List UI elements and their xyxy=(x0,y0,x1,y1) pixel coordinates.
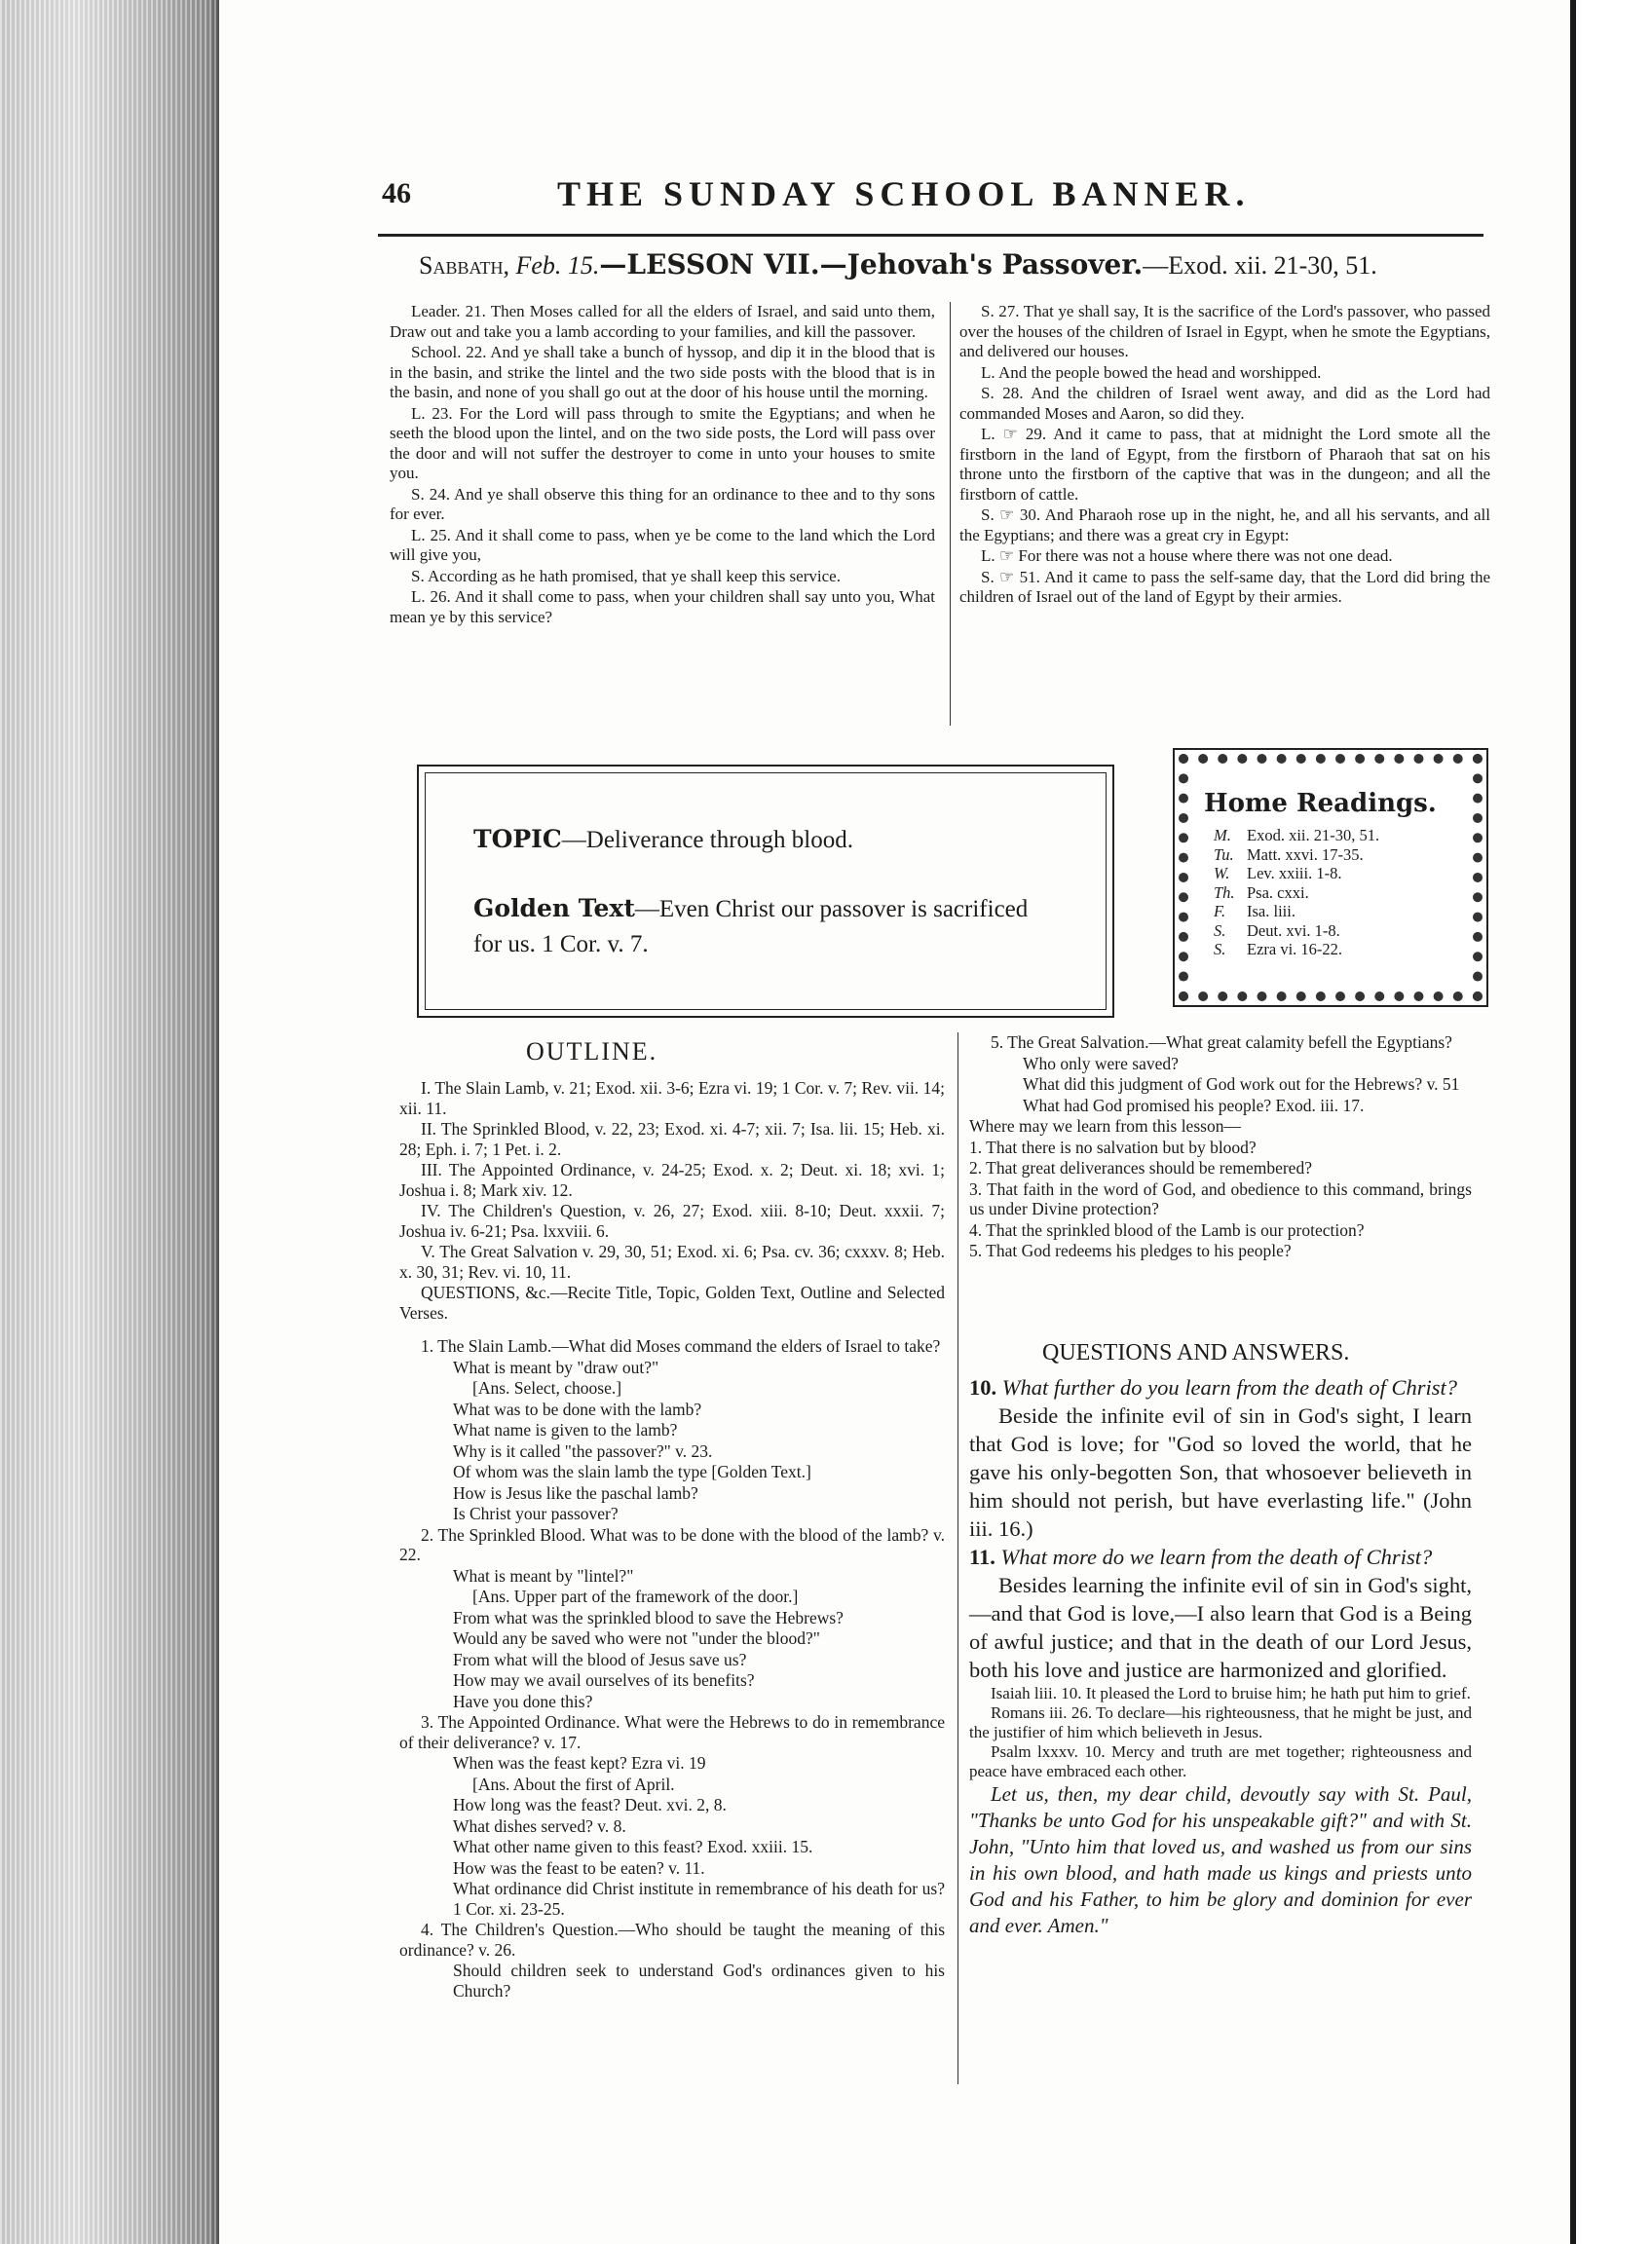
lesson-date: Feb. 15. xyxy=(515,251,600,280)
reading-day: Th. xyxy=(1214,882,1235,902)
home-reading-item xyxy=(1214,940,1379,959)
reading-day: Tu. xyxy=(1214,844,1234,864)
reading-reference: Ezra vi. 16-22. xyxy=(1247,940,1343,958)
question-line: [Ans. Select, choose.] xyxy=(472,1378,622,1398)
topic xyxy=(473,825,853,854)
column-divider xyxy=(950,302,951,726)
questions-left xyxy=(399,1336,945,2001)
lesson-title: —LESSON VII.—Jehovah's Passover. xyxy=(599,248,1144,280)
qa-title: QUESTIONS AND ANSWERS. xyxy=(1042,1340,1350,1365)
topic-text: —Deliverance through blood. xyxy=(561,827,853,853)
question-line: From what was the sprinkled blood to save the Hebrews? xyxy=(453,1607,844,1627)
outline-item: II. The Sprinkled Blood, v. 22, 23; Exod. xi. 4-7; xii. 7; Isa. lii. 15; Heb. xi. 28; Eph. i. 7; 1 Pet. i. 2. xyxy=(399,1119,945,1159)
home-readings-title: Home Readings. xyxy=(1204,789,1437,818)
question-line: [Ans. Upper part of the framework of the door.] xyxy=(472,1587,799,1606)
question-line: 4. The Children's Question.—Who should be taught the meaning of this ordinance? v. 26. xyxy=(399,1920,945,1960)
question-line: How long was the feast? Deut. xvi. 2, 8. xyxy=(453,1795,727,1814)
question-line: 5. That God redeems his pledges to his people? xyxy=(969,1241,1292,1260)
running-header xyxy=(382,173,1483,222)
question-line: Where may we learn from this lesson— xyxy=(969,1116,1241,1136)
q10-number: 10. xyxy=(969,1375,997,1400)
home-reading-item xyxy=(1214,902,1379,921)
question-line: 2. The Sprinkled Blood. What was to be done with the blood of the lamb? v. 22. xyxy=(399,1524,945,1564)
question-line: 3. That faith in the word of God, and obedience to this command, brings us under Divine protection? xyxy=(969,1178,1472,1218)
header-rule xyxy=(378,234,1483,237)
reading-reference: Psa. cxxi. xyxy=(1247,882,1309,902)
q10-question: What further do you learn from the death of Christ? xyxy=(1001,1375,1458,1400)
q11-number: 11. xyxy=(969,1545,995,1569)
reading-day: M. xyxy=(1214,826,1231,844)
golden-text xyxy=(473,891,1058,962)
q11-question: What more do we learn from the death of Christ? xyxy=(1000,1545,1433,1569)
home-reading-item xyxy=(1214,826,1379,845)
lesson-reference: —Exod. xii. 21-30, 51. xyxy=(1143,251,1377,280)
question-line: 4. That the sprinkled blood of the Lamb is our protection? xyxy=(969,1219,1365,1240)
scripture-verse: S. ☞ 51. And it came to pass the self-same day, that the Lord did bring the children of Israel out of the land of Egypt by their armies. xyxy=(959,567,1490,606)
question-line: What is meant by "draw out?" xyxy=(453,1357,659,1377)
scripture-verse: L. And the people bowed the head and worshipped. xyxy=(981,362,1322,382)
home-reading-item xyxy=(1214,864,1379,883)
lesson-day: Sabbath, xyxy=(419,251,509,280)
question-line: What ordinance did Christ institute in remembrance of his death for us? 1 Cor. xi. 23-25. xyxy=(453,1879,945,1919)
questions-right xyxy=(969,1032,1472,1262)
question-line: 5. The Great Salvation.—What great calamity befell the Egyptians? xyxy=(991,1032,1452,1052)
question-line: [Ans. About the first of April. xyxy=(472,1774,675,1794)
topic-label: TOPIC xyxy=(473,825,562,853)
question-line: Who only were saved? xyxy=(1023,1053,1179,1073)
question-line: What is meant by "lintel?" xyxy=(453,1565,634,1586)
page-number: 46 xyxy=(382,177,411,209)
question-line: How is Jesus like the paschal lamb? xyxy=(453,1482,698,1503)
question-line: How was the feast to be eaten? v. 11. xyxy=(453,1857,705,1878)
reading-day: S. xyxy=(1214,940,1226,958)
golden-text-body: —Even Christ our passover is sacrificed for us. 1 Cor. v. 7. xyxy=(473,896,1029,957)
question-line: How may we avail ourselves of its benefits? xyxy=(453,1670,755,1690)
golden-text-label: Golden Text xyxy=(473,894,635,922)
scripture-verse: L. ☞ For there was not a house where there was not one dead. xyxy=(981,546,1393,565)
scripture-verse: S. 28. And the children of Israel went away, and did as the Lord had commanded Moses and Aaron, so did they. xyxy=(959,384,1490,423)
home-readings-list xyxy=(1214,826,1379,959)
question-line: What was to be done with the lamb? xyxy=(453,1399,702,1419)
reading-reference: Deut. xvi. 1-8. xyxy=(1247,920,1340,940)
closing-exhortation: Let us, then, my dear child, devoutly say with St. Paul, "Thanks be unto God for his unspeakable gift?" and with St. John, "Unto him that loved us, and washed us from our sins in his own blood, and hath made us kings and priests unto God and his Father, to him be glory and dominion for ever and ever. Amen." xyxy=(969,1782,1472,1937)
outline-item: I. The Slain Lamb, v. 21; Exod. xii. 3-6; Ezra vi. 19; 1 Cor. v. 7; Rev. vii. 14; xii. 11. xyxy=(399,1078,945,1118)
verse-isaiah: Isaiah liii. 10. It pleased the Lord to bruise him; he hath put him to grief. xyxy=(991,1684,1471,1702)
facing-page-edge xyxy=(1570,0,1652,2244)
scripture-verse: S. 24. And ye shall observe this thing for an ordinance to thee and to thy sons for ever. xyxy=(390,484,935,523)
scripture-verse: S. 27. That ye shall say, It is the sacrifice of the Lord's passover, who passed over the houses of the children of Israel in Egypt, when he smote the Egyptians, and delivered our houses. xyxy=(959,302,1490,360)
scripture-left-column xyxy=(390,302,935,628)
home-reading-item xyxy=(1214,845,1379,865)
question-line: Of whom was the slain lamb the type [Golden Text.] xyxy=(453,1462,811,1481)
reading-day: W. xyxy=(1214,864,1230,882)
column-divider-lower xyxy=(957,1032,958,2084)
question-line: Would any be saved who were not "under the blood?" xyxy=(453,1628,820,1648)
question-line: Have you done this? xyxy=(453,1691,593,1711)
scripture-verse: L. ☞ 29. And it came to pass, that at midnight the Lord smote all the firstborn in the land of Egypt, from the firstborn of Pharaoh that sat on his throne unto the firstborn of the captive that was in the dungeon; and all the firstborn of cattle. xyxy=(959,425,1490,504)
questions-intro: QUESTIONS, &c.—Recite Title, Topic, Golden Text, Outline and Selected Verses. xyxy=(399,1283,945,1323)
home-readings-box xyxy=(1173,748,1488,1007)
question-line: 3. The Appointed Ordinance. What were the Hebrews to do in remembrance of their deliverance? v. 17. xyxy=(399,1712,945,1752)
scripture-verse: L. 26. And it shall come to pass, when your children shall say unto you, What mean ye by this service? xyxy=(390,587,935,626)
lesson-heading xyxy=(419,248,1490,280)
scripture-verse: Leader. 21. Then Moses called for all the elders of Israel, and said unto them, Draw out and take you a lamb according to your families, and kill the passover. xyxy=(390,302,935,341)
q10-answer: Beside the infinite evil of sin in God's sight, I learn that God is love; for "God so loved the world, that he gave his only-begotten Son, that whosoever believeth in him should not perish, but have everlasting life." (John iii. 16.) xyxy=(969,1403,1472,1541)
reading-reference: Lev. xxiii. 1-8. xyxy=(1247,864,1342,882)
outline-column xyxy=(399,1078,945,1324)
question-line: From what will the blood of Jesus save us? xyxy=(453,1649,747,1669)
topic-box xyxy=(417,765,1114,1018)
q11-answer: Besides learning the infinite evil of sin in God's sight,—and that God is love,—I also learn that God is a Being of awful justice; and that in the death of our Lord Jesus, both his love and justice are harmonized and glorified. xyxy=(969,1573,1472,1682)
question-line: Should children seek to understand God's ordinances given to his Church? xyxy=(453,1961,945,2001)
reading-day: S. xyxy=(1214,920,1226,940)
home-reading-item xyxy=(1214,921,1379,941)
question-line: What name is given to the lamb? xyxy=(453,1420,678,1440)
questions-and-answers xyxy=(969,1373,1472,1939)
verse-romans: Romans iii. 26. To declare—his righteousness, that he might be just, and the justifier of him which believeth in Jesus. xyxy=(969,1703,1472,1741)
reading-reference: Exod. xii. 21-30, 51. xyxy=(1247,826,1380,844)
outline-title: OUTLINE. xyxy=(526,1037,658,1066)
reading-day: F. xyxy=(1214,902,1226,920)
verse-psalm: Psalm lxxxv. 10. Mercy and truth are met together; righteousness and peace have embraced each other. xyxy=(969,1742,1472,1780)
outline-item: III. The Appointed Ordinance, v. 24-25; Exod. x. 2; Deut. xi. 18; xvi. 1; Joshua i. 8; Mark xiv. 12. xyxy=(399,1160,945,1200)
question-line: What dishes served? v. 8. xyxy=(453,1815,626,1836)
periodical-title: THE SUNDAY SCHOOL BANNER. xyxy=(557,174,1251,213)
reading-reference: Isa. liii. xyxy=(1247,902,1295,920)
scripture-verse: School. 22. And ye shall take a bunch of hyssop, and dip it in the blood that is in the basin, and strike the lintel and the two side posts with the blood that is in the basin, and none of you shall go out at the door of his house until the morning. xyxy=(390,343,935,401)
scripture-verse: S. According as he hath promised, that ye shall keep this service. xyxy=(411,566,841,585)
scripture-verse: S. ☞ 30. And Pharaoh rose up in the night, he, and all his servants, and all the Egyptians; and there was a great cry in Egypt: xyxy=(959,505,1490,544)
question-line: 1. The Slain Lamb.—What did Moses command the elders of Israel to take? xyxy=(421,1336,941,1356)
home-reading-item xyxy=(1214,883,1379,903)
question-line: Is Christ your passover? xyxy=(453,1504,619,1523)
question-line: What had God promised his people? Exod. iii. 17. xyxy=(1023,1095,1365,1115)
outline-item: IV. The Children's Question, v. 26, 27; Exod. xiii. 8-10; Deut. xxxii. 7; Joshua iv. 6-21; Psa. lxxviii. 6. xyxy=(399,1201,945,1241)
scripture-right-column xyxy=(959,302,1490,609)
question-line: When was the feast kept? Ezra vi. 19 xyxy=(453,1753,706,1773)
question-line: What did this judgment of God work out for the Hebrews? v. 51 xyxy=(1023,1074,1460,1094)
question-line: What other name given to this feast? Exod. xxiii. 15. xyxy=(453,1837,813,1856)
reading-reference: Matt. xxvi. 17-35. xyxy=(1247,844,1364,864)
question-line: 1. That there is no salvation but by blood? xyxy=(969,1137,1257,1157)
scripture-verse: L. 25. And it shall come to pass, when ye be come to the land which the Lord will give you, xyxy=(390,525,935,564)
outline-item: V. The Great Salvation v. 29, 30, 51; Exod. xi. 6; Psa. cv. 36; cxxxv. 8; Heb. x. 30, 31; Rev. vi. 10, 11. xyxy=(399,1242,945,1282)
scripture-verse: L. 23. For the Lord will pass through to smite the Egyptians; and when he seeth the blood upon the lintel, and on the two side posts, the Lord will pass over the door and will not suffer the destroyer to come in unto your houses to smite you. xyxy=(390,403,935,482)
question-line: Why is it called "the passover?" v. 23. xyxy=(453,1440,713,1461)
book-page-edges xyxy=(0,0,219,2244)
question-line: 2. That great deliverances should be remembered? xyxy=(969,1158,1312,1178)
